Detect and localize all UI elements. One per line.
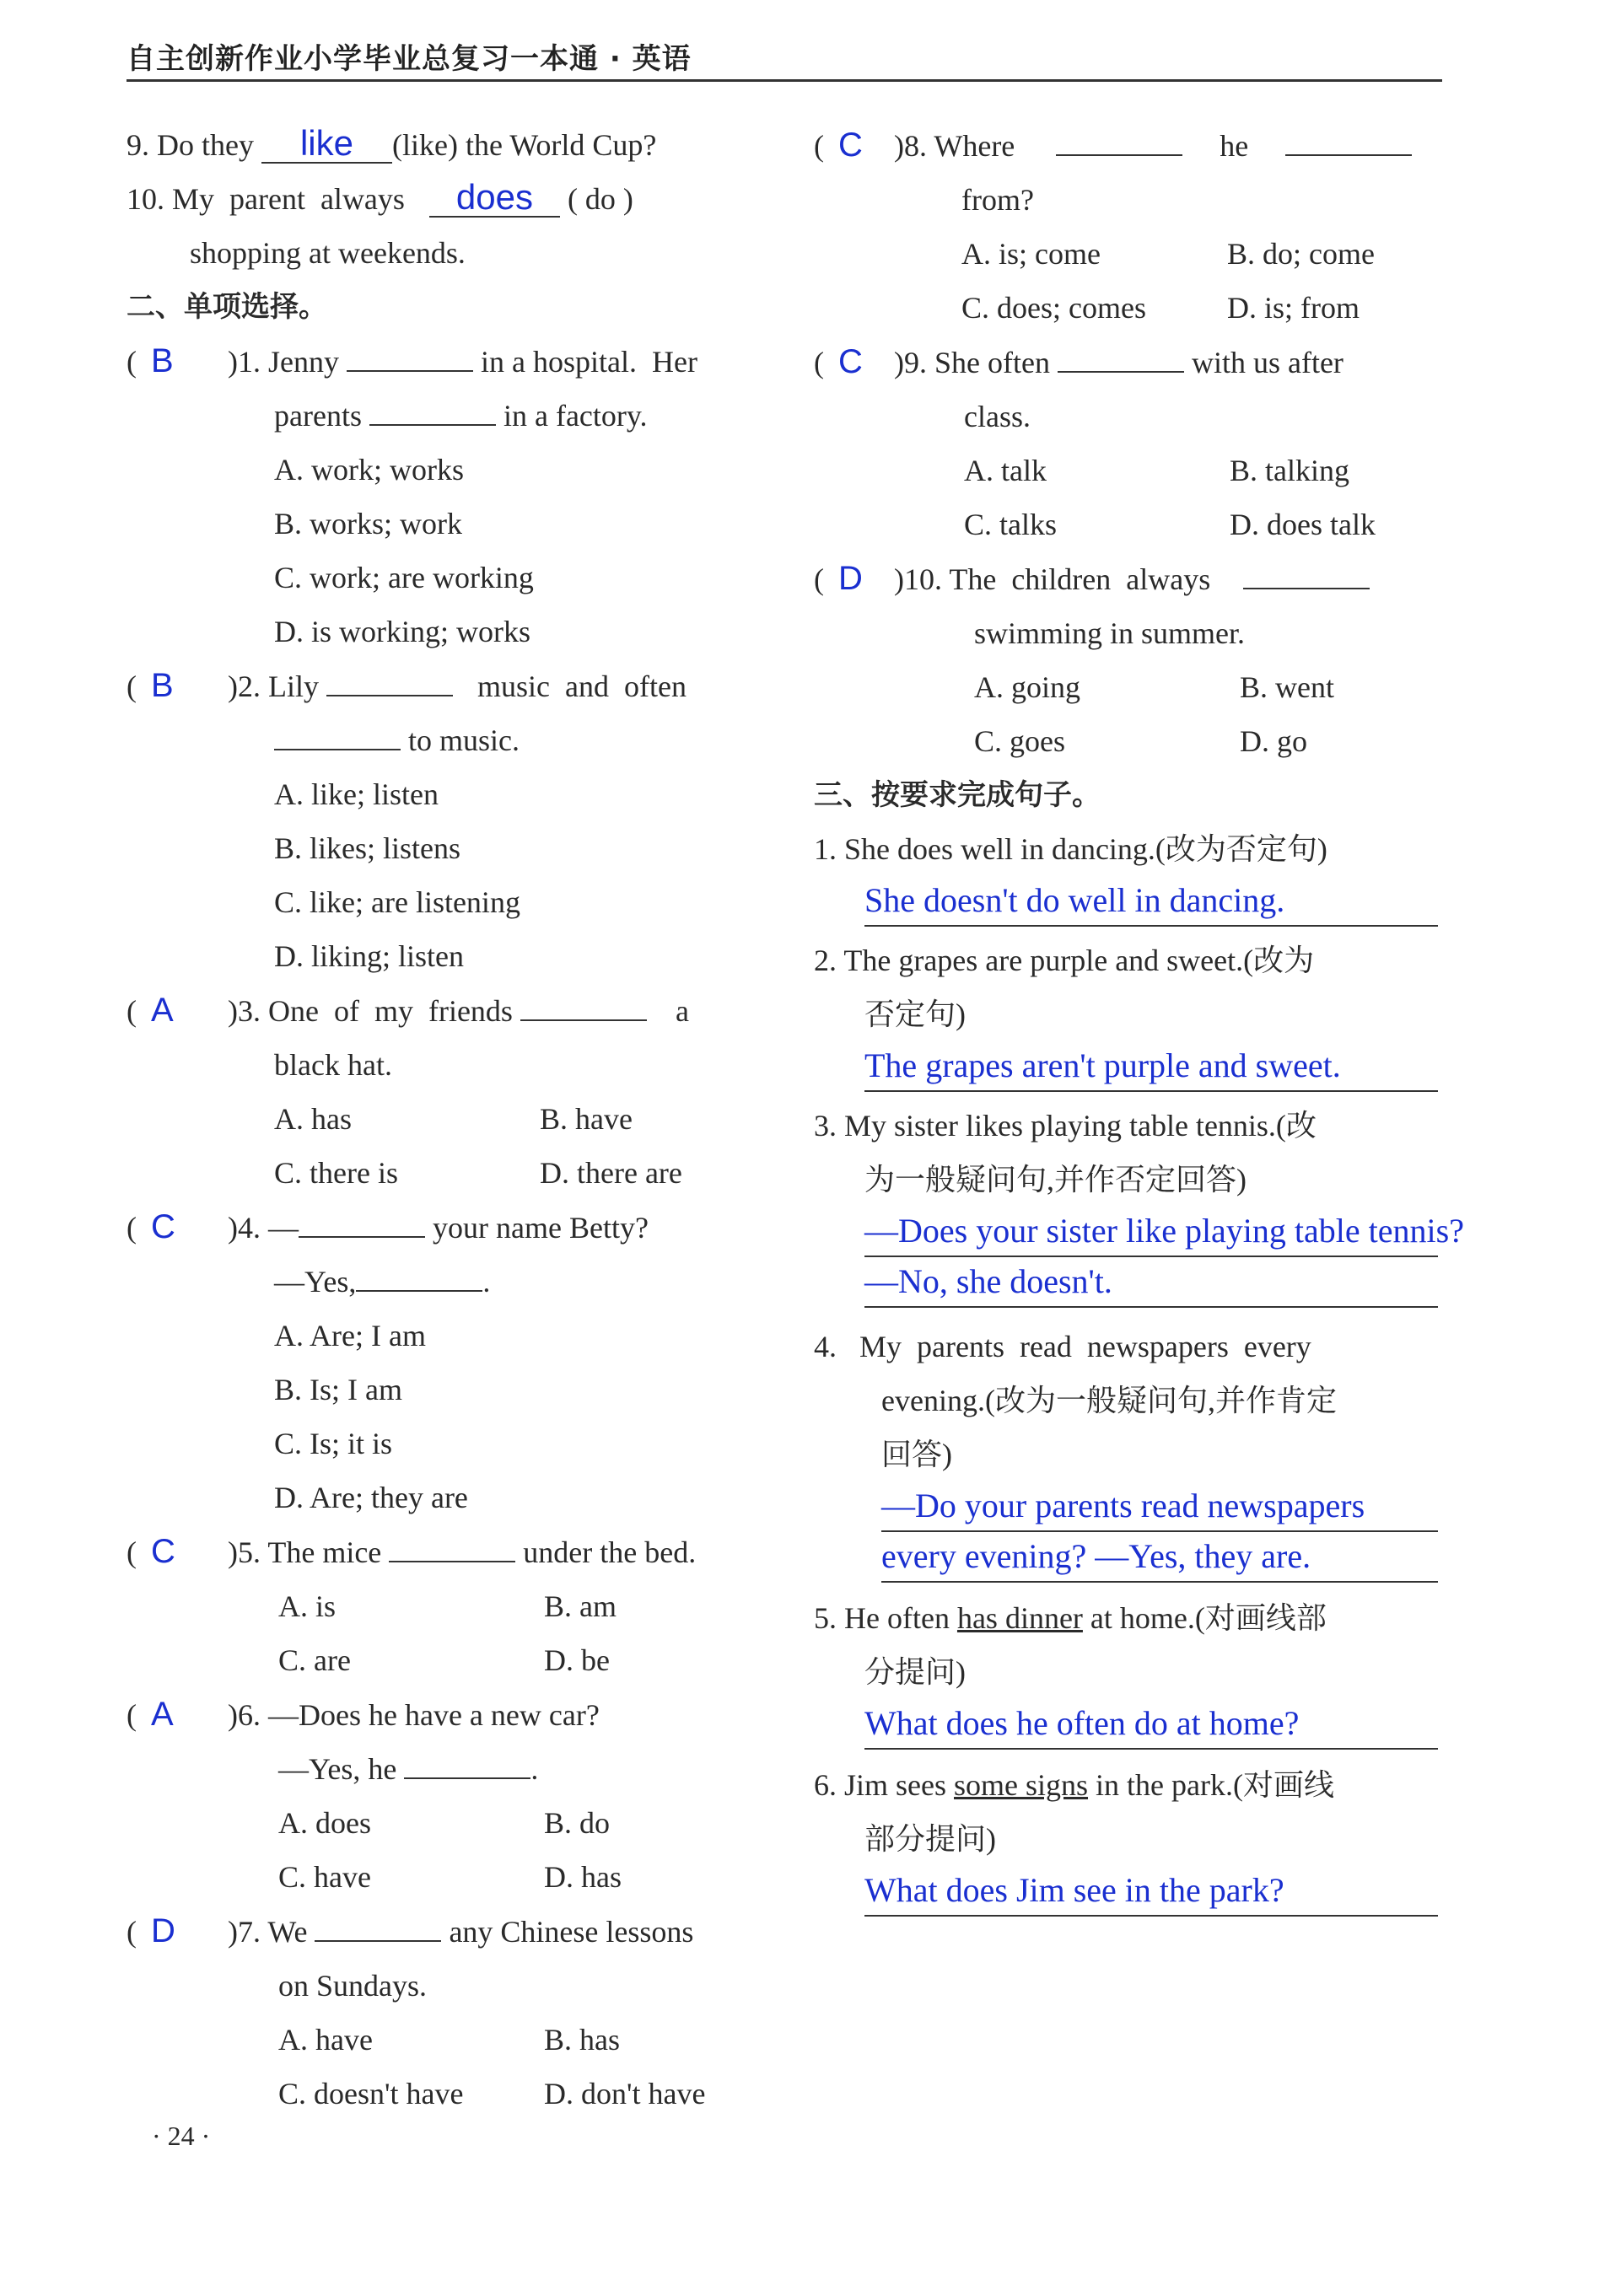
rewrite-question-6 xyxy=(814,1758,1455,1917)
question-text: . xyxy=(530,1752,539,1786)
question-text: One of my friends xyxy=(268,994,513,1028)
option-c: C. work; are working xyxy=(274,561,534,594)
handwritten-answer: every evening? —Yes, they are. xyxy=(881,1532,1438,1583)
mc-question-1 xyxy=(127,334,767,659)
rewrite-question-1 xyxy=(814,822,1455,927)
handwritten-answer: She doesn't do well in dancing. xyxy=(864,876,1438,927)
option-a: A. talk xyxy=(964,454,1047,487)
option-c: C. Is; it is xyxy=(274,1427,393,1460)
mc-question-9 xyxy=(814,335,1455,551)
question-text: Do they xyxy=(157,128,254,162)
section-title-3: 三、按要求完成句子。 xyxy=(814,778,1101,812)
option-b: B. works; work xyxy=(274,507,462,540)
option-b: B. went xyxy=(1240,670,1334,704)
option-a: A. does xyxy=(278,1806,371,1840)
option-d: D. is working; works xyxy=(274,615,530,648)
option-b: B. have xyxy=(540,1102,633,1136)
question-text: evening.(改为一般疑问句,并作肯定 xyxy=(881,1384,1337,1417)
option-d: D. there are xyxy=(540,1156,682,1190)
option-row xyxy=(274,1092,767,1146)
handwritten-answer: does xyxy=(455,177,533,217)
handwritten-choice: B xyxy=(151,667,174,704)
question-text: on Sundays. xyxy=(278,1969,428,2003)
option-d: D. is; from xyxy=(1227,291,1360,325)
option-c: C. have xyxy=(278,1860,371,1894)
page-number: · 24 · xyxy=(152,2121,211,2151)
question-text: black hat. xyxy=(274,1048,392,1082)
option-c: C. doesn't have xyxy=(278,2077,464,2110)
option-c: C. like; are listening xyxy=(274,885,520,919)
handwritten-answer: —Does your sister like playing table tennis? xyxy=(864,1207,1438,1257)
page-header: 自主创新作业小学毕业总复习一本通 · 英语 xyxy=(127,42,692,76)
question-number: 10. xyxy=(127,182,164,216)
question-text: in a hospital. Her xyxy=(481,345,697,379)
question-text: (like) the World Cup? xyxy=(391,128,657,162)
question-text: Lily xyxy=(268,669,319,703)
mc-question-10 xyxy=(814,551,1455,768)
option-a: A. like; listen xyxy=(274,777,439,811)
option-d: D. does talk xyxy=(1230,508,1376,541)
option-row xyxy=(278,2067,767,2121)
handwritten-answer: What does Jim see in the park? xyxy=(864,1866,1438,1917)
option-a: A. work; works xyxy=(274,453,464,487)
fill-question-10 xyxy=(127,172,767,226)
option-b: B. has xyxy=(544,2023,620,2057)
question-text: My parents read newspapers every xyxy=(859,1330,1311,1363)
option-row xyxy=(278,1796,767,1850)
answer-blank xyxy=(369,424,496,426)
handwritten-answer: —No, she doesn't. xyxy=(864,1257,1438,1308)
answer-blank xyxy=(1056,154,1182,156)
question-text: The grapes are purple and sweet.(改为 xyxy=(843,944,1315,977)
underlined-phrase: has dinner xyxy=(956,1601,1083,1635)
question-text: The children always xyxy=(949,562,1211,596)
section-title-2: 二、单项选择。 xyxy=(127,290,327,324)
question-text: The mice xyxy=(267,1535,382,1569)
question-text: We xyxy=(267,1915,308,1949)
answer-paren: ( A xyxy=(127,992,174,1029)
question-text: She often xyxy=(934,346,1050,379)
question-text: any Chinese lessons xyxy=(449,1915,694,1949)
question-text: to music. xyxy=(408,723,520,757)
option-c: C. are xyxy=(278,1643,351,1677)
handwritten-choice: B xyxy=(151,342,174,379)
question-text: a xyxy=(675,994,689,1028)
question-text: in a factory. xyxy=(503,399,648,433)
answer-paren: ( B xyxy=(127,342,174,379)
option-b: B. do; come xyxy=(1227,237,1375,271)
answer-blank xyxy=(347,370,473,372)
rewrite-question-2 xyxy=(814,933,1455,1092)
answer-paren: ( C xyxy=(127,1533,175,1570)
question-text: in the park.(对画线 xyxy=(1088,1768,1334,1802)
question-text: 分提问) xyxy=(864,1655,966,1689)
handwritten-choice: C xyxy=(151,1533,175,1570)
option-b: B. talking xyxy=(1230,454,1349,487)
option-a: A. Are; I am xyxy=(274,1319,426,1352)
answer-blank xyxy=(520,1019,647,1021)
handwritten-answer: What does he often do at home? xyxy=(864,1699,1438,1750)
handwritten-choice: A xyxy=(151,992,174,1029)
question-text: music and often xyxy=(477,669,687,703)
handwritten-choice: D xyxy=(151,1912,175,1949)
question-number: 9. xyxy=(127,128,149,162)
question-text: class. xyxy=(964,400,1031,433)
question-number: )2. xyxy=(228,669,261,703)
answer-blank xyxy=(261,123,392,164)
option-d: D. go xyxy=(1240,724,1307,758)
answer-blank xyxy=(1243,588,1370,589)
question-number: )3. xyxy=(228,994,261,1028)
option-d: D. has xyxy=(544,1860,622,1894)
question-text: Where xyxy=(934,129,1015,163)
question-text: 为一般疑问句,并作否定回答) xyxy=(864,1163,1247,1196)
answer-paren: ( D xyxy=(814,560,863,597)
answer-blank xyxy=(326,695,453,696)
option-d: D. be xyxy=(544,1643,610,1677)
question-text: Jim sees xyxy=(844,1768,954,1802)
mc-question-4 xyxy=(127,1200,767,1524)
answer-paren: ( B xyxy=(127,667,174,704)
mc-question-5 xyxy=(127,1524,767,1687)
question-number: )10. xyxy=(894,562,942,596)
option-c: C. goes xyxy=(974,724,1065,758)
question-text: — xyxy=(268,1211,299,1245)
option-row xyxy=(278,1579,767,1633)
answer-blank xyxy=(356,1290,482,1292)
question-text: 否定句) xyxy=(864,997,966,1031)
answer-paren: ( C xyxy=(814,343,863,380)
answer-blank xyxy=(429,177,560,218)
question-text: from? xyxy=(961,183,1034,217)
mc-question-2 xyxy=(127,659,767,983)
option-d: D. Are; they are xyxy=(274,1481,468,1514)
option-row xyxy=(961,281,1455,335)
handwritten-choice: D xyxy=(838,560,863,597)
question-text: under the bed. xyxy=(523,1535,697,1569)
answer-paren: ( C xyxy=(814,126,863,164)
option-a: A. is xyxy=(278,1589,337,1623)
answer-paren: ( D xyxy=(127,1912,175,1949)
rewrite-question-5 xyxy=(814,1591,1455,1750)
option-a: A. is; come xyxy=(961,237,1101,271)
answer-paren: ( C xyxy=(127,1208,175,1245)
question-text: —Yes, he xyxy=(278,1752,397,1786)
option-c: C. talks xyxy=(964,508,1058,541)
question-text: ( do ) xyxy=(567,182,633,216)
option-a: A. going xyxy=(974,670,1080,704)
question-text: with us after xyxy=(1191,346,1343,379)
option-b: B. likes; listens xyxy=(274,831,461,865)
answer-blank xyxy=(404,1777,530,1779)
option-c: C. there is xyxy=(274,1156,398,1190)
option-row xyxy=(278,1633,767,1687)
option-row xyxy=(974,714,1455,768)
handwritten-answer: The grapes aren't purple and sweet. xyxy=(864,1041,1438,1092)
question-text: he xyxy=(1220,129,1249,163)
question-number: )4. xyxy=(228,1211,261,1245)
answer-blank xyxy=(1058,371,1184,373)
left-column xyxy=(127,118,767,2121)
question-number: 6. xyxy=(814,1768,837,1802)
option-b: B. do xyxy=(544,1806,611,1840)
rewrite-question-3 xyxy=(814,1099,1464,1308)
answer-blank xyxy=(1285,154,1412,156)
option-a: A. has xyxy=(274,1102,352,1136)
question-number: 1. xyxy=(814,832,837,866)
handwritten-choice: C xyxy=(838,126,863,164)
right-column xyxy=(814,118,1464,1917)
question-number: )6. xyxy=(228,1698,261,1732)
handwritten-choice: C xyxy=(151,1208,175,1245)
question-number: )9. xyxy=(894,346,927,379)
mc-question-6 xyxy=(127,1687,767,1904)
handwritten-choice: C xyxy=(838,343,863,380)
handwritten-answer: —Do your parents read newspapers xyxy=(881,1481,1438,1532)
answer-paren: ( A xyxy=(127,1696,174,1733)
mc-question-3 xyxy=(127,983,767,1200)
question-text-cont: shopping at weekends. xyxy=(190,236,466,270)
question-number: 3. xyxy=(814,1109,837,1143)
option-row xyxy=(964,497,1455,551)
handwritten-answer: like xyxy=(299,123,353,163)
question-text: swimming in summer. xyxy=(974,616,1246,650)
question-number: )7. xyxy=(228,1915,261,1949)
question-number: )8. xyxy=(894,129,927,163)
mc-question-7 xyxy=(127,1904,767,2121)
question-text: parents xyxy=(274,399,362,433)
answer-blank xyxy=(299,1236,425,1238)
question-number: )1. xyxy=(228,345,261,379)
answer-blank xyxy=(315,1940,441,1942)
question-text: My sister likes playing table tennis.(改 xyxy=(844,1109,1317,1143)
question-number: )5. xyxy=(228,1535,261,1569)
option-b: B. am xyxy=(544,1589,617,1623)
option-row xyxy=(964,444,1455,497)
option-row xyxy=(961,227,1455,281)
question-text: She does well in dancing.(改为否定句) xyxy=(844,832,1327,866)
option-d: D. liking; listen xyxy=(274,939,464,973)
question-text: —Yes, xyxy=(274,1265,357,1299)
question-number: 4. xyxy=(814,1330,837,1363)
option-c: C. does; comes xyxy=(961,291,1146,325)
option-row xyxy=(278,1850,767,1904)
question-text: . xyxy=(482,1265,491,1299)
fill-question-9 xyxy=(127,118,767,172)
question-text: My parent always xyxy=(172,182,405,216)
question-text: Jenny xyxy=(268,345,339,379)
question-text: 回答) xyxy=(881,1438,952,1471)
underlined-phrase: some signs xyxy=(954,1768,1089,1802)
question-text: He often xyxy=(844,1601,957,1635)
option-b: B. Is; I am xyxy=(274,1373,402,1406)
header-rule xyxy=(127,79,1442,82)
option-a: A. have xyxy=(278,2023,373,2057)
question-text: your name Betty? xyxy=(433,1211,649,1245)
handwritten-choice: A xyxy=(151,1696,174,1733)
question-text: at home.(对画线部 xyxy=(1082,1601,1327,1635)
option-d: D. don't have xyxy=(544,2077,706,2110)
mc-question-8 xyxy=(814,118,1455,335)
question-text: —Does he have a new car? xyxy=(268,1698,600,1732)
option-row xyxy=(974,660,1455,714)
question-number: 5. xyxy=(814,1601,837,1635)
option-row xyxy=(278,2013,767,2067)
answer-blank xyxy=(389,1561,515,1562)
option-row xyxy=(274,1146,767,1200)
question-number: 2. xyxy=(814,944,837,977)
rewrite-question-4 xyxy=(814,1320,1455,1583)
answer-blank xyxy=(274,749,401,750)
question-text: 部分提问) xyxy=(864,1822,996,1856)
